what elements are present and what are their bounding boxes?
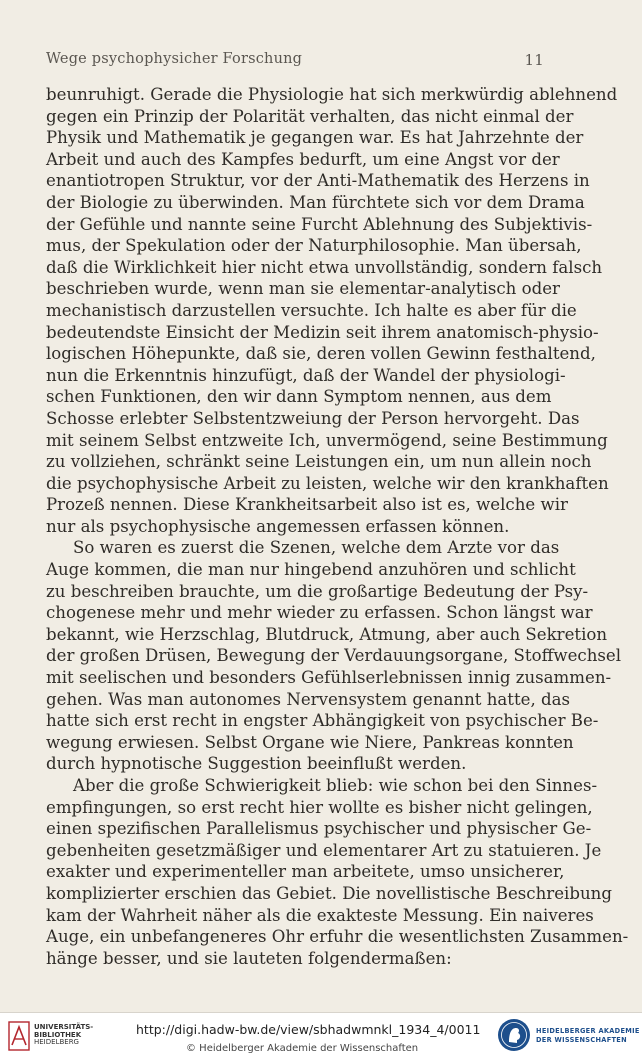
text-line: komplizierter erschien das Gebiet. Die novellistische Beschreibung: [46, 883, 612, 903]
text-line: hänge besser, und sie lauteten folgendermaßen:: [46, 948, 452, 968]
text-line: gegen ein Prinzip der Polarität verhalten, das nicht einmal der: [46, 106, 574, 126]
text-line: gebenheiten gesetzmäßiger und elementarer Art zu statuieren. Je: [46, 840, 602, 860]
text-line: mechanistisch darzustellen versuchte. Ich halte es aber für die: [46, 300, 577, 320]
text-line: Arbeit und auch des Kampfes bedurft, um eine Angst vor der: [46, 149, 560, 169]
text-line: nur als psychophysische angemessen erfassen können.: [46, 516, 510, 536]
text-line: der großen Drüsen, Bewegung der Verdauungsorgane, Stoffwechsel: [46, 646, 622, 666]
text-line: beunruhigt. Gerade die Physiologie hat sich merkwürdig ablehnend: [46, 85, 618, 104]
running-header: [46, 51, 544, 69]
text-line: empfingungen, so erst recht hier wollte es bisher nicht gelingen,: [46, 797, 593, 817]
text-line: mus, der Spekulation oder der Naturphilosophie. Man übersah,: [46, 236, 582, 256]
running-title: Wege psychophysicher Forschung: [46, 51, 303, 67]
text-line: die psychophysische Arbeit zu leisten, welche wir den krankhaften: [46, 473, 609, 493]
text-line: einen spezifischen Parallelismus psychischer und physischer Ge-: [46, 819, 592, 839]
text-line: bedeutendste Einsicht der Medizin seit ihrem anatomisch-physio-: [46, 322, 599, 342]
text-line: daß die Wirklichkeit hier nicht etwa unvollständig, sondern falsch: [46, 257, 603, 277]
text-line: durch hypnotische Suggestion beeinflußt werden.: [46, 754, 467, 774]
text-line: Prozeß nennen. Diese Krankheitsarbeit also ist es, welche wir: [46, 495, 568, 515]
text-line: Physik und Mathematik je gegangen war. Es hat Jahrzehnte der: [46, 128, 584, 148]
academy-name: HEIDELBERGER AKADEMIE DER WISSENSCHAFTEN: [536, 1027, 640, 1044]
text-line: chogenese mehr und mehr wieder zu erfassen. Schon längst war: [46, 603, 593, 623]
text-line: hatte sich erst recht in engster Abhängigkeit von psychischer Be-: [46, 711, 599, 731]
text-line: mit seinem Selbst entzweite Ich, unvermögend, seine Bestimmung: [46, 430, 608, 450]
text-line: kam der Wahrheit näher als die exakteste Messung. Ein naiveres: [46, 905, 594, 925]
copyright-notice: © Heidelberger Akademie der Wissenschaften: [186, 1043, 419, 1054]
library-name: UNIVERSITÄTS- BIBLIOTHEK HEIDELBERG: [34, 1023, 94, 1046]
text-line: mit seelischen und besonders Gefühlserlebnissen innig zusammen-: [46, 668, 612, 688]
text-line: wegung erwiesen. Selbst Organe wie Niere, Pankreas konnten: [46, 732, 574, 752]
text-line: exakter und experimenteller man arbeitete, umso unsicherer,: [46, 862, 565, 882]
text-line: der Gefühle und nannte seine Furcht Ablehnung des Subjektivis-: [46, 214, 593, 234]
permalink-url[interactable]: http://digi.hadw-bw.de/view/sbhadwmnkl_1934_4/0011: [136, 1022, 481, 1037]
text-line: Aber die große Schwierigkeit blieb: wie schon bei den Sinnes-: [73, 776, 598, 795]
text-line: enantiotropen Struktur, vor der Anti-Mathematik des Herzens in: [46, 171, 590, 191]
university-library-logo-icon: [8, 1021, 30, 1051]
text-line: beschrieben wurde, wenn man sie elementar-analytisch oder: [46, 279, 560, 299]
text-line: schen Funktionen, den wir dann Symptom nennen, aus dem: [46, 387, 552, 407]
text-line: gehen. Was man autonomes Nervensystem genannt hatte, das: [46, 689, 571, 709]
viewer-footer: [0, 1012, 642, 1058]
text-line: zu vollziehen, schränkt seine Leistungen ein, um nun allein noch: [46, 452, 592, 472]
text-line: der Biologie zu überwinden. Man fürchtete sich vor dem Drama: [46, 192, 585, 212]
text-line: logischen Höhepunkte, daß sie, deren vollen Gewinn festhaltend,: [46, 344, 596, 364]
body-text: [46, 84, 629, 969]
text-line: Auge, ein unbefangeneres Ohr erfuhr die wesentlichsten Zusammen-: [46, 927, 629, 947]
text-line: Auge kommen, die man nur hingebend anzuhören und schlicht: [46, 560, 576, 580]
text-line: bekannt, wie Herzschlag, Blutdruck, Atmung, aber auch Sekretion: [46, 624, 608, 644]
text-line: So waren es zuerst die Szenen, welche dem Arzte vor das: [73, 538, 560, 558]
text-line: Schosse erlebter Selbstentzweiung der Person hervorgeht. Das: [46, 408, 580, 428]
text-line: zu beschreiben brauchte, um die großartige Bedeutung der Psy-: [46, 581, 589, 601]
text-line: nun die Erkenntnis hinzufügt, daß der Wandel der physiologi-: [46, 365, 566, 385]
page-number: 11: [524, 51, 544, 69]
academy-seal-icon: [497, 1018, 531, 1052]
